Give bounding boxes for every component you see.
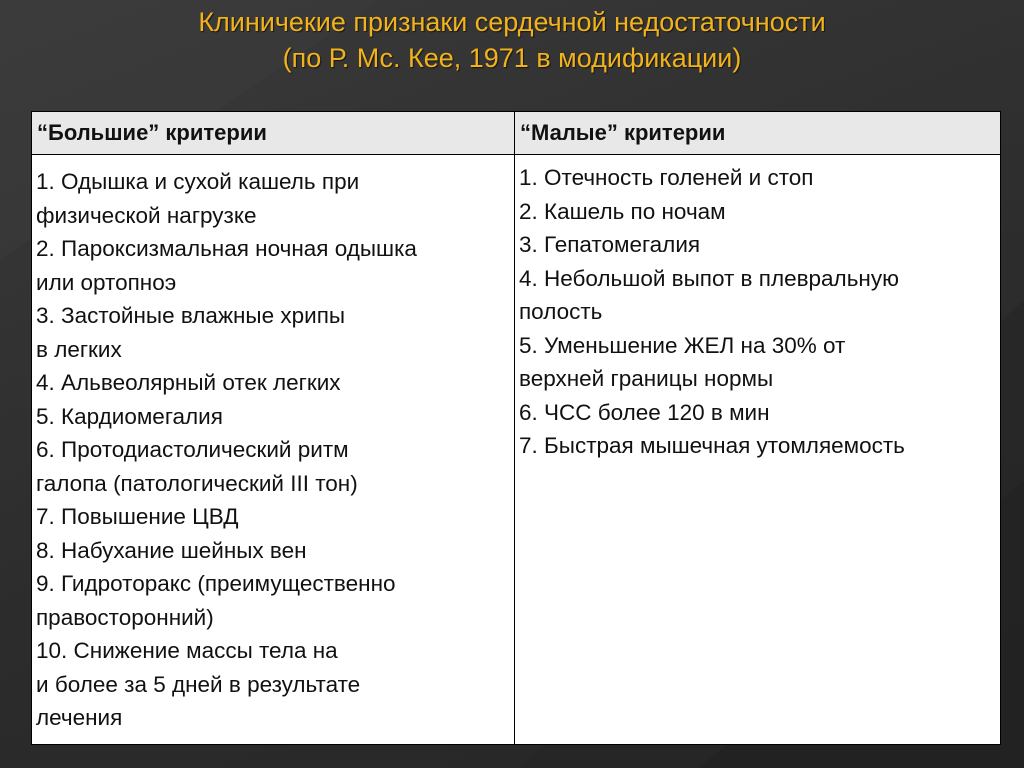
- major-criterion-item: [36, 165, 512, 232]
- minor-criterion-item-line: 1. Отечность голеней и стоп: [519, 165, 814, 190]
- criteria-table: [31, 111, 1001, 745]
- major-criterion-item: [36, 400, 512, 434]
- minor-criterion-item-line: 5. Уменьшение ЖЕЛ на 30% от: [519, 332, 846, 358]
- major-criterion-item-line: 4. Альвеолярный отек легких: [36, 370, 341, 395]
- major-criterion-item-line: 7. Повышение ЦВД: [36, 504, 239, 529]
- minor-criterion-item-line: 2. Кашель по ночам: [519, 198, 726, 224]
- major-criterion-item-line: 10. Снижение массы тела на: [36, 638, 338, 663]
- header-major-criteria: “Большие” критерии: [32, 112, 515, 155]
- major-criterion-item-line: галопа (патологический III тон): [36, 470, 358, 496]
- minor-criterion-item: [519, 329, 998, 396]
- major-criterion-item-line: лечения: [36, 705, 123, 730]
- minor-criterion-item-line: верхней границы нормы: [519, 366, 774, 391]
- minor-criterion-item-line: 6. ЧСС более 120 в мин: [519, 399, 770, 425]
- minor-criterion-item-line: 3. Гепатомегалия: [519, 232, 701, 257]
- minor-criterion-item: [519, 429, 998, 463]
- major-criterion-item-line: 6. Протодиастолический ритм: [36, 437, 349, 462]
- major-criterion-item-line: и более за 5 дней в результате: [36, 671, 361, 697]
- minor-criterion-item-line: полость: [519, 299, 603, 324]
- major-criterion-item: [36, 634, 512, 735]
- minor-criterion-item: [519, 396, 998, 430]
- title-line-1: Клиничекие признаки сердечной недостаточности: [198, 7, 826, 37]
- minor-criterion-item: [519, 262, 998, 329]
- major-criterion-item: [36, 299, 512, 366]
- title-line-2: (по Р. Мс. Кее, 1971 в модификации): [282, 43, 742, 73]
- minor-criterion-item: [519, 228, 998, 262]
- minor-criterion-item-line: 7. Быстрая мышечная утомляемость: [519, 433, 905, 458]
- major-criteria-list: [32, 155, 515, 744]
- major-criterion-item-line: 3. Застойные влажные хрипы: [36, 303, 346, 328]
- major-criterion-item: [36, 232, 512, 299]
- major-criterion-item-line: 2. Пароксизмальная ночная одышка: [36, 236, 417, 261]
- major-criterion-item-line: 5. Кардиомегалия: [36, 403, 223, 429]
- major-criterion-item: [36, 500, 512, 534]
- slide-title: [0, 4, 1024, 76]
- major-criterion-item-line: в легких: [36, 336, 122, 362]
- major-criterion-item: [36, 366, 512, 400]
- minor-criterion-item-line: 4. Небольшой выпот в плевральную: [519, 265, 899, 291]
- major-criterion-item: [36, 534, 512, 568]
- major-criterion-item: [36, 433, 512, 500]
- minor-criteria-list: [515, 155, 1000, 744]
- major-criterion-item: [36, 567, 512, 634]
- major-criterion-item-line: 8. Набухание шейных вен: [36, 537, 307, 563]
- major-criterion-item-line: или ортопноэ: [36, 269, 177, 295]
- major-criterion-item-line: физической нагрузке: [36, 202, 257, 228]
- major-criterion-item-line: 1. Одышка и сухой кашель при: [36, 169, 360, 194]
- major-criterion-item-line: 9. Гидроторакс (преимущественно: [36, 571, 396, 596]
- minor-criterion-item: [519, 161, 998, 195]
- major-criterion-item-line: правосторонний): [36, 604, 214, 630]
- minor-criterion-item: [519, 195, 998, 229]
- header-minor-criteria: “Малые” критерии: [515, 112, 1000, 155]
